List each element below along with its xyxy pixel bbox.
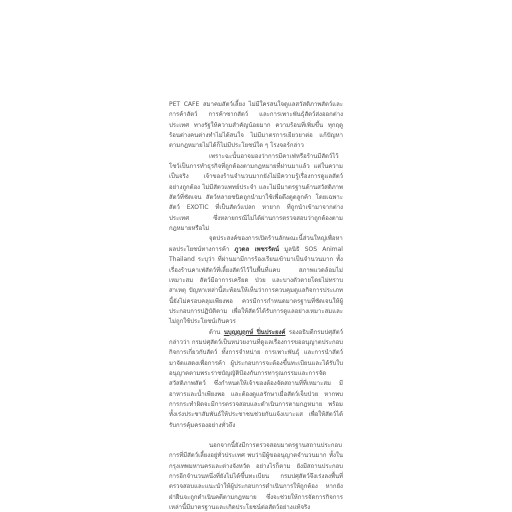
paragraph-text: PET CAFE สมาคมสัตว์เลี้ยง ไม่มีใครสนใจดูแลสวัสดิภาพสัตว์และการค้าสัตว์ การค้าซากสัตว์ และการเพาะพันธุ์สัตว์ส่งออกต่างประเทศ ทางรัฐให้ความสำคัญน้อยมาก ความร้อนที่เพิ่มขึ้น ทุกฤดูร้อนต่างคนต่างทำไม่ได้สนใจ ไม่มีมาตรการเยียวยาต่อ แก้ปัญหาตามกฎหมายไม่ได้ก็ไม่มีประโยชน์ใด ๆ โรงจอร์กล่าว (169, 101, 343, 150)
paragraph-text: ด้าน (209, 328, 224, 336)
person-name: นบุญญฤกษ์ ปิ่นประยงค์ (223, 328, 286, 336)
paragraph-text: เพราะฉะนั้นอาจมองว่าการมีคาเฟ่หรือร้านมีสัตว์ไว้โชว์เป็นการทำธุรกิจที่ถูกต้องตามกฎหมายที่ผ่านมาแล้ว แต่ในความเป็นจริง เจ้าของร้านจำนวนมากยังไม่มีความรู้เรื่องการดูแลสัตว์อย่างถูกต้อง ไม่มีสัตวแพทย์ประจำ และไม่มีมาตรฐานด้านสวัสดิภาพสัตว์ที่ชัดเจน สัตว์หลายชนิดถูกนำมาใช้เพื่อดึงดูดลูกค้า โดยเฉพาะสัตว์ EXOTIC ที่เป็นสัตว์แปลก หายาก ที่ถูกนำเข้ามาจากต่างประเทศ ซึ่งหลายกรณีไม่ได้ผ่านการตรวจสอบว่าถูกต้องตามกฎหมายหรือไม่ (169, 152, 343, 233)
paragraph-text: รองอธิบดีกรมปศุสัตว์ กล่าวว่า กรมปศุสัตว์เป็นหน่วยงานที่ดูแลเรื่องการขออนุญาตประกอบกิจการเกี่ยวกับสัตว์ ทั้งการจำหน่าย การเพาะพันธุ์ และการนำสัตว์มาจัดแสดงเพื่อการค้า ผู้ประกอบการจะต้องขึ้นทะเบียนและได้รับใบอนุญาตตามพระราชบัญญัติป้องกันการทารุณกรรมและการจัดสวัสดิภาพสัตว์ ซึ่งกำหนดให้เจ้าของต้องจัดสถานที่ที่เหมาะสม มีอาหารและน้ำเพียงพอ และต้องดูแลรักษาเมื่อสัตว์เจ็บป่วย หากพบการกระทำผิดจะมีการตรวจสอบและดำเนินการตามกฎหมาย พร้อมทั้งเร่งประชาสัมพันธ์ให้ประชาชนช่วยกันแจ้งเบาะแส เพื่อให้สัตว์ได้รับการคุ้มครองอย่างทั่วถึง (169, 328, 343, 429)
paragraph-text: มูลนิธิ SOS Animal Thailand ระบุว่า ที่ผ่านมามีการร้องเรียนเข้ามาเป็นจำนวนมาก ทั้งเรื่องร้านคาเฟ่สัตว์ที่เลี้ยงสัตว์ไว้ในพื้นที่แคบ สภาพแวดล้อมไม่เหมาะสม สัตว์มีอาการเครียด ป่วย และบางตัวตายโดยไม่ทราบสาเหตุ ปัญหาเหล่านี้สะท้อนให้เห็นว่าการควบคุมดูแลกิจการประเภทนี้ยังไม่ครอบคลุมเพียงพอ ควรมีการกำหนดมาตรฐานที่ชัดเจนให้ผู้ประกอบการปฏิบัติตาม เพื่อให้สัตว์ได้รับการดูแลอย่างเหมาะสมและไม่ถูกใช้ประโยชน์เกินควร (169, 245, 343, 326)
paragraph-text: นอกจากนี้ยังมีการตรวจสอบมาตรฐานสถานประกอบการที่มีสัตว์เลี้ยงอยู่ทั่วประเทศ พบว่ามีผู้ขออนุญาตจำนวนมาก ทั้งในกรุงเทพมหานครและต่างจังหวัด อย่างไรก็ตาม ยังมีสถานประกอบการอีกจำนวนหนึ่งที่ยังไม่ได้ขึ้นทะเบียน กรมปศุสัตว์จึงเร่งลงพื้นที่ตรวจสอบและแนะนำให้ผู้ประกอบการดำเนินการให้ถูกต้อง หากยังฝ่าฝืนจะถูกดำเนินคดีตามกฎหมาย ซึ่งจะช่วยให้การจัดการกิจการเหล่านี้มีมาตรฐานและเกิดประโยชน์ต่อสัตว์อย่างแท้จริง (169, 442, 343, 512)
article-paragraph (169, 100, 343, 152)
paragraph-text: จุดประสงค์ของการเปิดร้านลักษณะนี้ส่วนใหญ่เพื่อหาผลประโยชน์ทางการค้า (169, 235, 343, 253)
article-paragraph (169, 328, 343, 431)
article-body (169, 100, 343, 512)
article-paragraph (169, 152, 343, 235)
article-paragraph (169, 234, 343, 327)
person-name: ภูวดล เพชรรัตน์ (234, 245, 280, 253)
article-paragraph (169, 441, 343, 512)
